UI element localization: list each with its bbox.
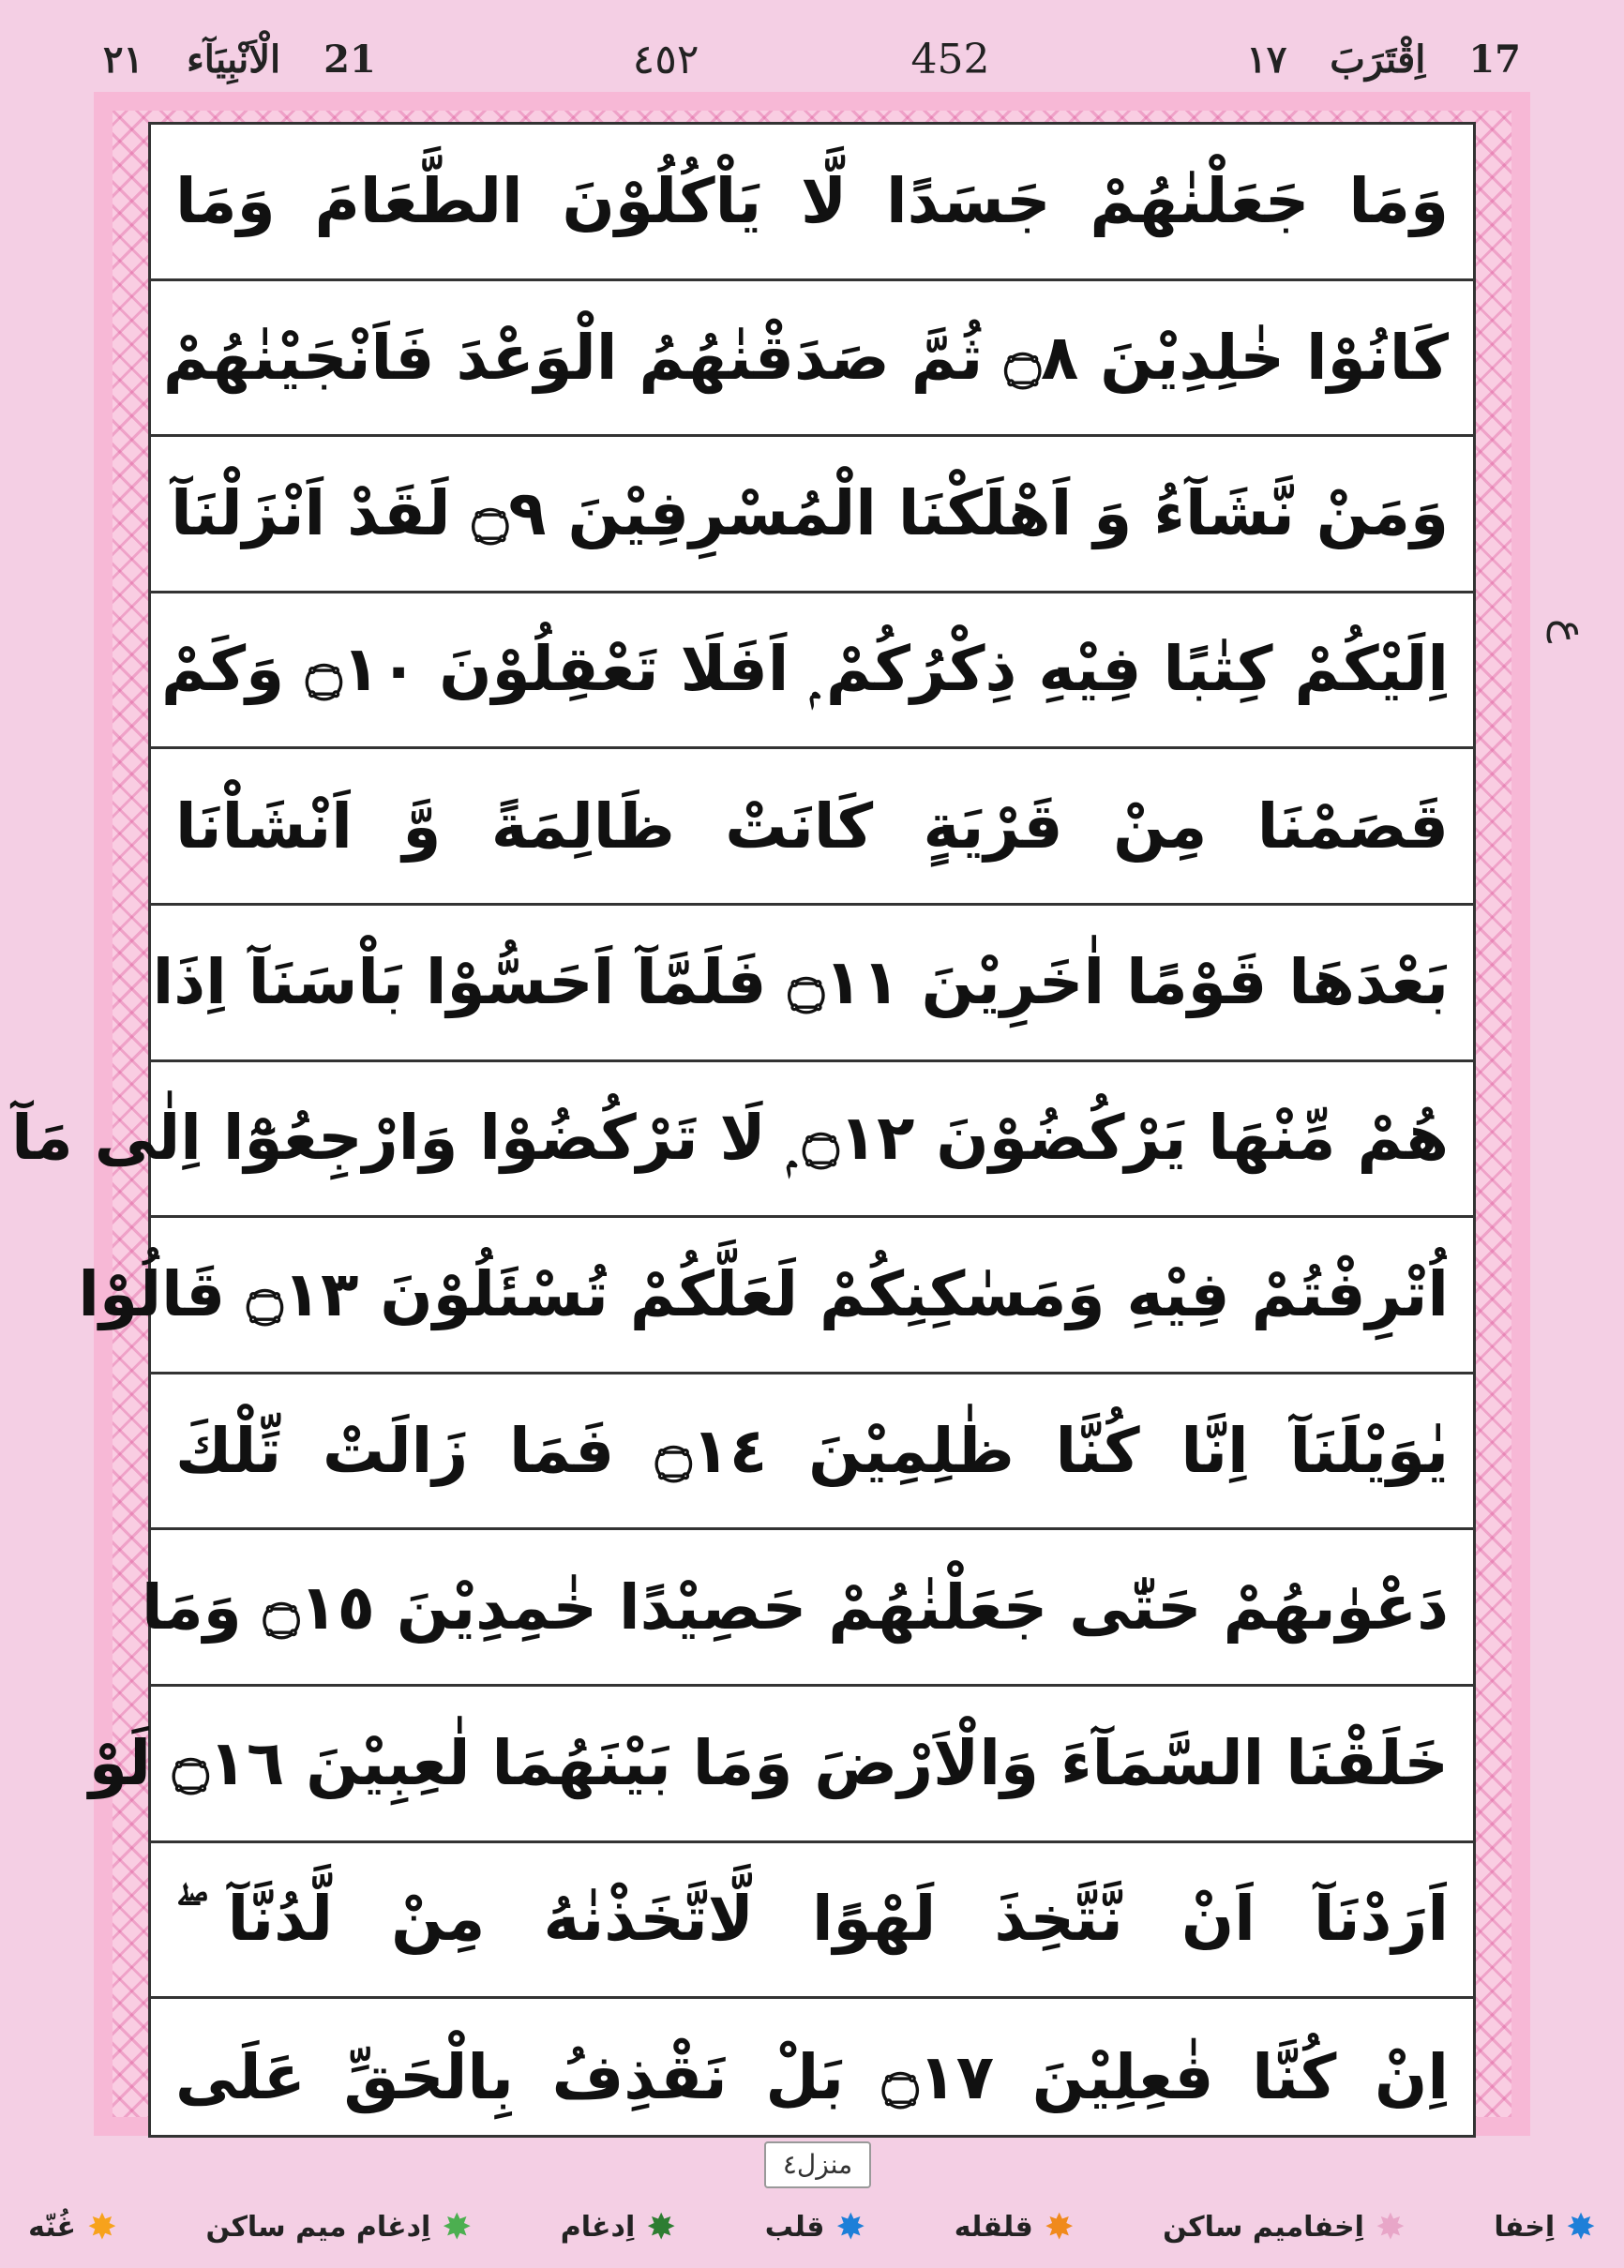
legend-label: قلب xyxy=(764,2210,825,2244)
surah-name: الْاَنْبِيَآء xyxy=(186,37,281,82)
text-line xyxy=(151,125,1473,281)
legend-item xyxy=(561,2206,676,2247)
ruku-marker: ع xyxy=(1546,619,1594,644)
text-line xyxy=(151,1843,1473,2000)
star-icon: ✸ xyxy=(1044,2206,1075,2247)
text-line xyxy=(151,906,1473,1062)
star-icon: ✸ xyxy=(442,2206,473,2247)
text-line xyxy=(142,1530,1473,1687)
page-header xyxy=(103,26,1521,92)
text-line xyxy=(11,1062,1473,1219)
page-number-group xyxy=(633,36,990,83)
line-text: بَعْدَهَا قَوْمًا اٰخَرِيْنَ ۝١١ فَلَمَّآ اَحَسُّوْا بَاْسَنَآ اِذَا xyxy=(152,946,1449,1019)
line-text: اَرَدْنَآ اَنْ نَّتَّخِذَ لَهْوًا لَّاتَّخَذْنٰهُ مِنْ لَّدُنَّآ ۖ xyxy=(175,1882,1449,1955)
star-icon: ✸ xyxy=(1566,2206,1596,2247)
text-line xyxy=(151,1374,1473,1531)
legend-label: اِخفامیم ساکن xyxy=(1163,2210,1364,2244)
legend-label: اِدغام xyxy=(560,2210,636,2244)
text-line xyxy=(151,749,1473,906)
star-icon: ✸ xyxy=(87,2206,117,2247)
line-text: كَانُوْا خٰلِدِيْنَ ۝٨ ثُمَّ صَدَقْنٰهُمُ الْوَعْدَ فَاَنْجَيْنٰهُمْ xyxy=(162,321,1449,394)
star-icon: ✸ xyxy=(835,2206,866,2247)
legend-item xyxy=(1163,2206,1406,2247)
tajweed-legend xyxy=(0,2194,1624,2260)
star-icon: ✸ xyxy=(1375,2206,1406,2247)
legend-item xyxy=(955,2206,1075,2247)
text-line xyxy=(88,1687,1473,1843)
legend-item xyxy=(1494,2206,1596,2247)
line-text: اُتْرِفْتُمْ فِيْهِ وَمَسٰكِنِكُمْ لَعَلَّكُمْ تُسْئَلُوْنَ ۝١٣ قَالُوْا xyxy=(78,1258,1449,1331)
juz-arabic-number: ١٧ xyxy=(1246,37,1287,82)
surah-number: 21 xyxy=(323,37,376,82)
page-number-arabic: ٤٥٢ xyxy=(632,35,699,83)
page-number: 452 xyxy=(910,35,990,83)
surah-info xyxy=(103,38,376,82)
legend-label: اِخفا xyxy=(1494,2210,1556,2244)
text-line xyxy=(78,1218,1473,1374)
text-line xyxy=(151,437,1473,593)
text-line xyxy=(151,1999,1473,2155)
line-text: اِلَيْكُمْ كِتٰبًا فِيْهِ ذِكْرُكُمْ ۭ اَفَلَا تَعْقِلُوْنَ ۝١٠ وَكَمْ xyxy=(160,633,1449,706)
legend-item xyxy=(205,2206,472,2247)
line-text: وَمَا جَعَلْنٰهُمْ جَسَدًا لَّا يَاْكُلُوْنَ الطَّعَامَ وَمَا xyxy=(175,165,1449,238)
quran-text-page xyxy=(11,122,1476,2138)
line-text: قَصَمْنَا مِنْ قَرْيَةٍ كَانَتْ ظَالِمَةً وَّ اَنْشَاْنَا xyxy=(175,789,1449,863)
manzil-label: منزل٤ xyxy=(764,2141,871,2188)
juz-name: اِقْتَرَبَ xyxy=(1330,37,1426,82)
line-text: اِنْ كُنَّا فٰعِلِيْنَ ۝١٧ بَلْ نَقْذِفُ بِالْحَقِّ عَلَى xyxy=(175,2040,1449,2113)
line-text: دَعْوٰىهُمْ حَتّٰى جَعَلْنٰهُمْ حَصِيْدًا خٰمِدِيْنَ ۝١٥ وَمَا xyxy=(142,1570,1449,1644)
text-line xyxy=(151,593,1473,750)
legend-label: قلقله xyxy=(954,2210,1033,2244)
legend-item xyxy=(765,2206,866,2247)
line-text: يٰوَيْلَنَآ اِنَّا كُنَّا ظٰلِمِيْنَ ۝١٤ فَمَا زَالَتْ تِّلْكَ xyxy=(175,1415,1450,1488)
line-text: خَلَقْنَا السَّمَآءَ وَالْاَرْضَ وَمَا بَيْنَهُمَا لٰعِبِيْنَ ۝١٦ لَوْ xyxy=(88,1727,1449,1800)
juz-info xyxy=(1246,38,1521,82)
legend-label: اِدغام میم ساکن xyxy=(205,2210,431,2244)
surah-arabic-number: ٢١ xyxy=(103,37,143,82)
line-text: هُمْ مِّنْهَا يَرْكُضُوْنَ ۝١٢ ۭ لَا تَرْكُضُوْا وَارْجِعُوْٓا اِلٰى مَآ xyxy=(11,1101,1449,1174)
legend-item xyxy=(28,2206,117,2247)
line-text: وَمَنْ نَّشَآءُ وَ اَهْلَكْنَا الْمُسْرِفِيْنَ ۝٩ لَقَدْ اَنْزَلْنَآ xyxy=(171,477,1449,550)
text-line xyxy=(151,281,1473,438)
star-icon: ✸ xyxy=(646,2206,677,2247)
juz-number: 17 xyxy=(1468,37,1521,82)
legend-label: غُنّه xyxy=(28,2210,77,2244)
